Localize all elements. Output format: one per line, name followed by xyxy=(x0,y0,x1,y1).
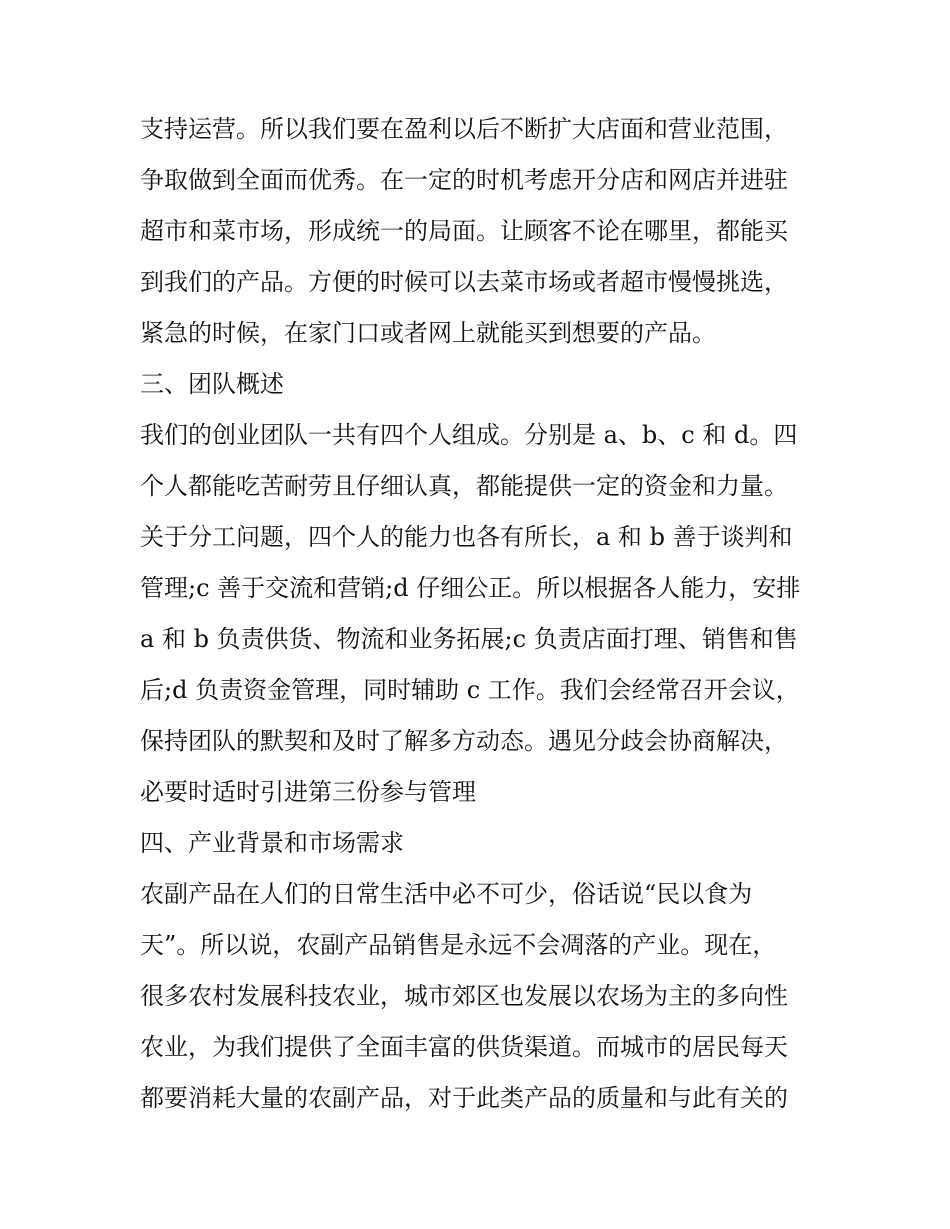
text-line: a 和 b 负责供货、物流和业务拓展;c 负责店面打理、销售和售 xyxy=(140,625,798,653)
text-line: 农副产品在人们的日常生活中必不可少，俗话说“民以食为 xyxy=(140,880,753,908)
section-heading: 四、产业背景和市场需求 xyxy=(140,829,404,857)
text-line: 很多农村发展科技农业，城市郊区也发展以农场为主的多向性 xyxy=(140,982,788,1010)
text-line: 天”。所以说，农副产品销售是永远不会凋落的产业。现在， xyxy=(140,931,777,959)
text-line: 都要消耗大量的农副产品，对于此类产品的质量和与此有关的 xyxy=(140,1084,788,1112)
text-line: 紧急的时候，在家门口或者网上就能买到想要的产品。 xyxy=(140,319,716,347)
text-line: 我们的创业团队一共有四个人组成。分别是 a、b、c 和 d。四 xyxy=(140,421,798,449)
text-line: 个人都能吃苦耐劳且仔细认真，都能提供一定的资金和力量。 xyxy=(140,472,788,500)
text-line: 关于分工问题，四个人的能力也各有所长，a 和 b 善于谈判和 xyxy=(140,523,793,551)
text-line: 支持运营。所以我们要在盈利以后不断扩大店面和营业范围， xyxy=(140,115,788,143)
text-line: 农业，为我们提供了全面丰富的供货渠道。而城市的居民每天 xyxy=(140,1033,788,1061)
text-line: 到我们的产品。方便的时候可以去菜市场或者超市慢慢挑选， xyxy=(140,268,788,296)
text-line: 超市和菜市场，形成统一的局面。让顾客不论在哪里，都能买 xyxy=(140,217,788,245)
text-line: 争取做到全面而优秀。在一定的时机考虑开分店和网店并进驻 xyxy=(140,166,788,194)
text-line: 保持团队的默契和及时了解多方动态。遇见分歧会协商解决， xyxy=(140,727,788,755)
text-line: 必要时适时引进第三份参与管理 xyxy=(140,778,476,806)
section-heading: 三、团队概述 xyxy=(140,370,284,398)
text-line: 管理;c 善于交流和营销;d 仔细公正。所以根据各人能力，安排 xyxy=(140,574,801,602)
document-body xyxy=(140,104,820,1124)
text-line: 后;d 负责资金管理，同时辅助 c 工作。我们会经常召开会议， xyxy=(140,676,800,704)
